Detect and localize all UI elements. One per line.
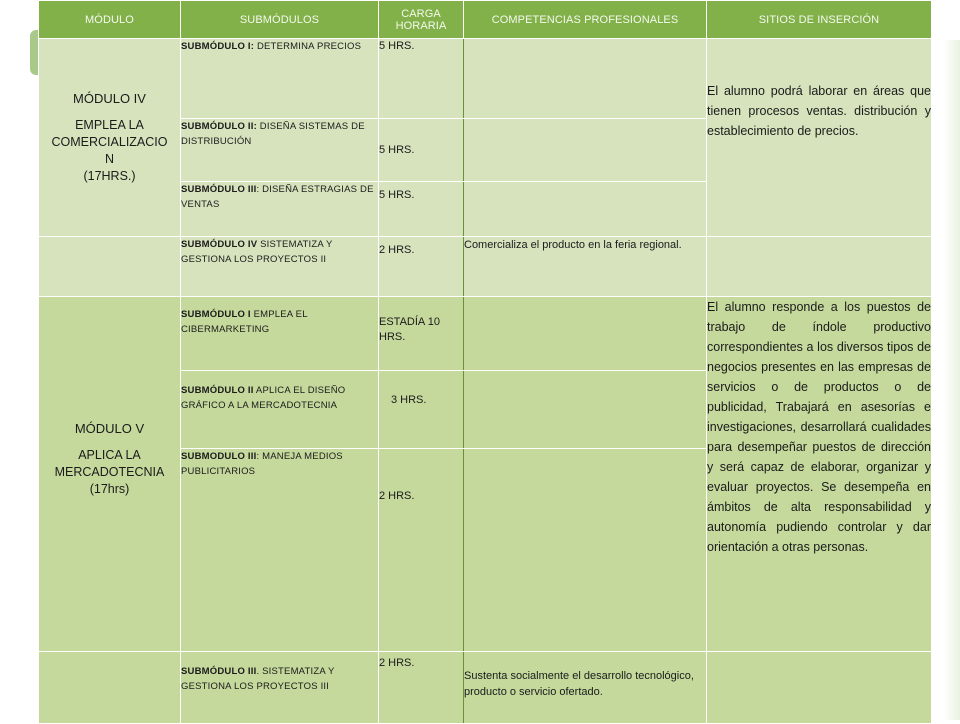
header-competencias: COMPETENCIAS PROFESIONALES xyxy=(464,1,707,39)
competencia-cell: Sustenta socialmente el desarrollo tecnológico, producto o servicio ofertado. xyxy=(464,651,707,723)
module-iv-title: MÓDULO IV xyxy=(73,90,146,106)
submodule-code: SUBMÓDULO III xyxy=(181,665,257,677)
submodule-cell xyxy=(181,236,379,296)
submodule-code: SUBMÓDULO I xyxy=(181,309,251,321)
module-iv-name-line3: N xyxy=(104,151,115,166)
competencia-cell xyxy=(464,119,707,181)
module-iv-name-line1: EMPLEA LA xyxy=(75,117,144,132)
hours-cell: 5 HRS. xyxy=(379,181,464,236)
submodule-code: SUBMÓDULO I: xyxy=(181,41,255,52)
header-modulo: MÓDULO xyxy=(39,1,181,39)
module-blank-cell xyxy=(39,236,181,296)
submodule-code: SUBMÓDULO II: xyxy=(181,121,257,133)
decorative-glow xyxy=(944,40,960,720)
table-row xyxy=(39,39,932,119)
header-submodulos: SUBMÓDULOS xyxy=(181,1,379,39)
submodule-code: SUBMÓDULO III xyxy=(181,183,257,195)
module-blank-cell xyxy=(39,651,181,723)
hours-cell: 3 HRS. xyxy=(379,371,464,448)
submodule-code: SUBMÓDULO II xyxy=(181,385,254,397)
header-carga-horaria: CARGA HORARIA xyxy=(379,1,464,39)
submodule-text: APLICA EL DISEÑO GRÁFICO A LA MERCADOTECNIA xyxy=(181,385,346,412)
module-v-name-line2: MERCADOTECNIA xyxy=(54,464,165,479)
competencia-cell xyxy=(464,297,707,371)
hours-cell: 2 HRS. xyxy=(379,236,464,296)
submodule-text: . SISTEMATIZA Y GESTIONA LOS PROYECTOS III xyxy=(181,665,335,692)
submodule-code: SUBMÓDULO IV xyxy=(181,238,258,250)
submodule-text: SISTEMATIZA Y GESTIONA LOS PROYECTOS II xyxy=(181,238,333,265)
submodule-cell xyxy=(181,448,379,651)
module-iv-sitio: El alumno podrá laborar en áreas que tienen procesos ventas. distribución y establecimiento de precios. xyxy=(707,39,932,237)
submodule-text: DISEÑA SISTEMAS DE DISTRIBUCIÓN xyxy=(181,121,365,148)
module-v-sitio: El alumno responde a los puestos de trabajo de índole productivo correspondientes a los diversos tipos de negocios presentes en las empresas de servicios o de productos o de publicidad, Trabajará en asesorías e investigaciones, desarrollará cualidades para desempeñar puestos de dirección y será capaz de elaborar, organizar y evaluar proyectos. Se desempeña en ámbitos de alta responsabilidad y autonomía pudiendo controlar y dar orientación a otras personas. xyxy=(707,297,932,652)
submodule-text: EMPLEA EL CIBERMARKETING xyxy=(181,309,308,336)
table-row xyxy=(39,651,932,723)
hours-cell: 5 HRS. xyxy=(379,39,464,119)
table-row xyxy=(39,297,932,371)
submodule-cell xyxy=(181,39,379,119)
module-v-cell xyxy=(39,297,181,652)
sitio-blank-cell xyxy=(707,236,932,296)
module-v-title: MÓDULO V xyxy=(74,420,145,436)
submodule-cell xyxy=(181,297,379,371)
submodule-text: DETERMINA PRECIOS xyxy=(254,41,362,52)
module-iv-cell xyxy=(39,39,181,237)
submodule-cell xyxy=(181,371,379,448)
submodule-code: SUBMODULO III xyxy=(181,450,257,462)
module-v-hours: (17hrs) xyxy=(89,481,130,496)
submodule-text: : DISEÑA ESTRAGIAS DE VENTAS xyxy=(181,183,374,210)
curriculum-table xyxy=(38,0,932,724)
module-iv-name-line2: COMERCIALIZACIO xyxy=(51,134,168,149)
table-row xyxy=(39,236,932,296)
table-header-row xyxy=(39,1,932,39)
submodule-text: : MANEJA MEDIOS PUBLICITARIOS xyxy=(181,450,343,477)
hours-cell: 5 HRS. xyxy=(379,119,464,181)
competencia-cell: Comercializa el producto en la feria regional. xyxy=(464,236,707,296)
submodule-cell xyxy=(181,119,379,181)
header-sitios: SITIOS DE INSERCIÓN xyxy=(707,1,932,39)
competencia-cell xyxy=(464,181,707,236)
sitio-blank-cell xyxy=(707,651,932,723)
module-iv-hours: (17HRS.) xyxy=(83,168,136,183)
submodule-cell xyxy=(181,181,379,236)
hours-cell: 2 HRS. xyxy=(379,448,464,651)
submodule-cell xyxy=(181,651,379,723)
module-v-name-line1: APLICA LA xyxy=(78,447,141,462)
competencia-cell xyxy=(464,448,707,651)
hours-cell: ESTADÍA 10 HRS. xyxy=(379,297,464,371)
competencia-cell xyxy=(464,39,707,119)
hours-cell: 2 HRS. xyxy=(379,651,464,723)
competencia-cell xyxy=(464,371,707,448)
